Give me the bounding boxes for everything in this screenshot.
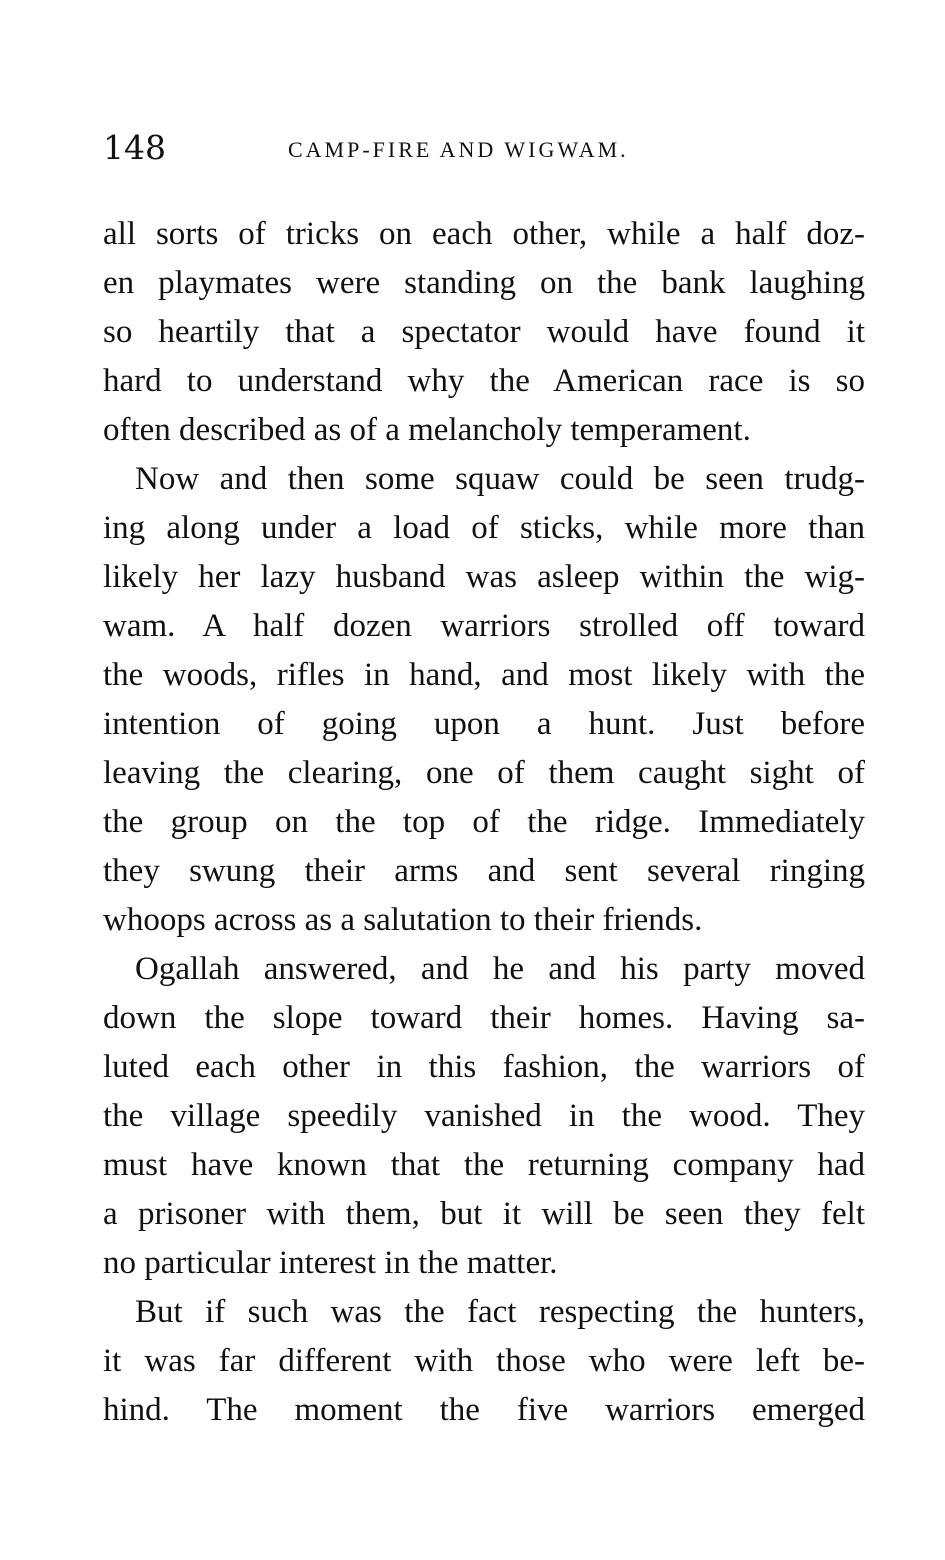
text-line: But if such was the fact respecting the hunters, <box>135 1294 865 1330</box>
text-line: Ogallah answered, and he and his party moved <box>135 951 865 987</box>
text-line: a prisoner with them, but it will be seen they felt <box>103 1196 865 1232</box>
text-line: likely her lazy husband was asleep within the wig- <box>103 559 865 595</box>
page-number: 148 <box>103 128 166 167</box>
text-line: hind. The moment the five warriors emerged <box>103 1392 865 1428</box>
text-line: often described as of a melancholy temperament. <box>103 412 751 448</box>
text-line: the group on the top of the ridge. Immediately <box>103 804 865 840</box>
text-line: whoops across as a salutation to their friends. <box>103 902 703 938</box>
text-line: Now and then some squaw could be seen trudg- <box>135 461 865 497</box>
running-head <box>103 128 865 168</box>
text-line: leaving the clearing, one of them caught sight of <box>103 755 865 791</box>
text-line: they swung their arms and sent several ringing <box>103 853 865 889</box>
text-line: ing along under a load of sticks, while more than <box>103 510 865 546</box>
text-line: all sorts of tricks on each other, while a half doz- <box>103 216 865 252</box>
running-title: CAMP-FIRE AND WIGWAM. <box>288 137 629 162</box>
text-line: wam. A half dozen warriors strolled off toward <box>103 608 865 644</box>
text-line: luted each other in this fashion, the warriors of <box>103 1049 865 1085</box>
text-line: it was far different with those who were left be- <box>103 1343 865 1379</box>
text-line: no particular interest in the matter. <box>103 1245 558 1281</box>
text-line: intention of going upon a hunt. Just before <box>103 706 865 742</box>
text-line: down the slope toward their homes. Having sa- <box>103 1000 865 1036</box>
text-line: so heartily that a spectator would have found it <box>103 314 865 350</box>
text-line: en playmates were standing on the bank laughing <box>103 265 865 301</box>
text-line: the village speedily vanished in the wood. They <box>103 1098 865 1134</box>
text-line: the woods, rifles in hand, and most likely with the <box>103 657 865 693</box>
text-line: hard to understand why the American race is so <box>103 363 865 399</box>
text-line: must have known that the returning company had <box>103 1147 865 1183</box>
body-text <box>103 210 865 1435</box>
